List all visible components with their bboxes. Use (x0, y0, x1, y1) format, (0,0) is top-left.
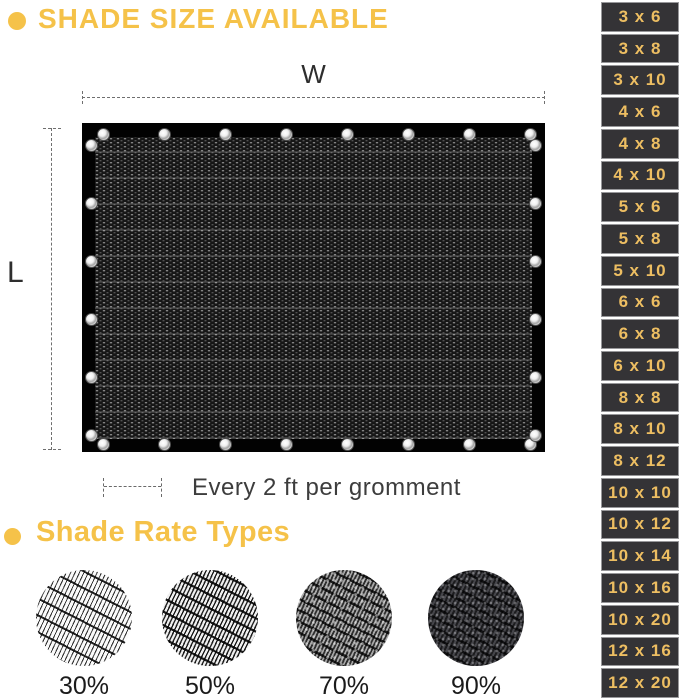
size-option: 6 x 10 (601, 351, 679, 381)
length-dimension-label: L (7, 256, 24, 289)
size-option: 3 x 10 (601, 65, 679, 95)
grommet-icon (97, 438, 110, 451)
size-option: 3 x 6 (601, 2, 679, 32)
grommet-icon (529, 139, 542, 152)
width-dimension-label: W (301, 59, 326, 89)
grommet-icon (97, 128, 110, 141)
grommet-icon (85, 313, 98, 326)
grommet-icon (85, 197, 98, 210)
shade-rate-label: 70% (318, 672, 370, 698)
shade-rate-sample (162, 570, 258, 698)
grommet-icon (219, 438, 232, 451)
shade-rate-label: 50% (184, 672, 236, 698)
grommet-icon (280, 438, 293, 451)
size-option: 8 x 12 (601, 446, 679, 476)
grommet-icon (158, 438, 171, 451)
grommet-spacing-note: Every 2 ft per gromment (192, 474, 461, 501)
grommet-icon (280, 128, 293, 141)
grommet-icon (529, 429, 542, 442)
mesh-swatch-icon (162, 570, 258, 666)
shade-rate-label: 30% (58, 672, 110, 698)
grommet-icon (402, 438, 415, 451)
size-option: 6 x 6 (601, 288, 679, 318)
shade-rate-sample (428, 570, 524, 698)
width-dimension-line (82, 97, 545, 98)
size-option: 8 x 10 (601, 414, 679, 444)
grommet-icon (85, 371, 98, 384)
size-option: 10 x 12 (601, 510, 679, 540)
size-option: 5 x 8 (601, 224, 679, 254)
size-option: 4 x 6 (601, 97, 679, 127)
shade-rate-sample (36, 570, 132, 698)
bullet-icon (4, 528, 21, 545)
length-dimension-line (51, 128, 52, 450)
shade-rate-label: 90% (450, 672, 502, 698)
size-option: 10 x 14 (601, 541, 679, 571)
mesh-swatch-icon (296, 570, 392, 666)
size-option: 12 x 20 (601, 668, 679, 698)
grommet-icon (158, 128, 171, 141)
grommet-icon (529, 197, 542, 210)
grommet-icon (529, 371, 542, 384)
grommet-spacing-bracket (103, 478, 162, 497)
size-list (601, 2, 679, 698)
bullet-icon (8, 12, 26, 30)
size-option: 4 x 10 (601, 161, 679, 191)
size-option: 6 x 8 (601, 319, 679, 349)
shade-rate-sample (296, 570, 392, 698)
grommet-icon (85, 139, 98, 152)
grommet-icon (219, 128, 232, 141)
size-option: 10 x 16 (601, 573, 679, 603)
size-option: 3 x 8 (601, 34, 679, 64)
grommet-icon (529, 255, 542, 268)
grommet-icon (341, 438, 354, 451)
size-option: 4 x 8 (601, 129, 679, 159)
grommet-icon (341, 128, 354, 141)
size-option: 10 x 20 (601, 605, 679, 635)
size-option: 8 x 8 (601, 383, 679, 413)
size-option: 5 x 10 (601, 256, 679, 286)
size-option: 12 x 16 (601, 637, 679, 667)
grommet-icon (85, 429, 98, 442)
grommet-icon (463, 438, 476, 451)
size-option: 10 x 10 (601, 478, 679, 508)
size-option: 5 x 6 (601, 192, 679, 222)
mesh-texture (95, 137, 532, 439)
shade-rate-section-title: Shade Rate Types (36, 516, 291, 548)
mesh-swatch-icon (428, 570, 524, 666)
grommet-icon (529, 313, 542, 326)
grommet-icon (85, 255, 98, 268)
shade-net-diagram (82, 123, 545, 452)
shade-size-section-title: SHADE SIZE AVAILABLE (38, 3, 389, 34)
mesh-swatch-icon (36, 570, 132, 666)
grommet-icon (463, 128, 476, 141)
grommet-icon (402, 128, 415, 141)
